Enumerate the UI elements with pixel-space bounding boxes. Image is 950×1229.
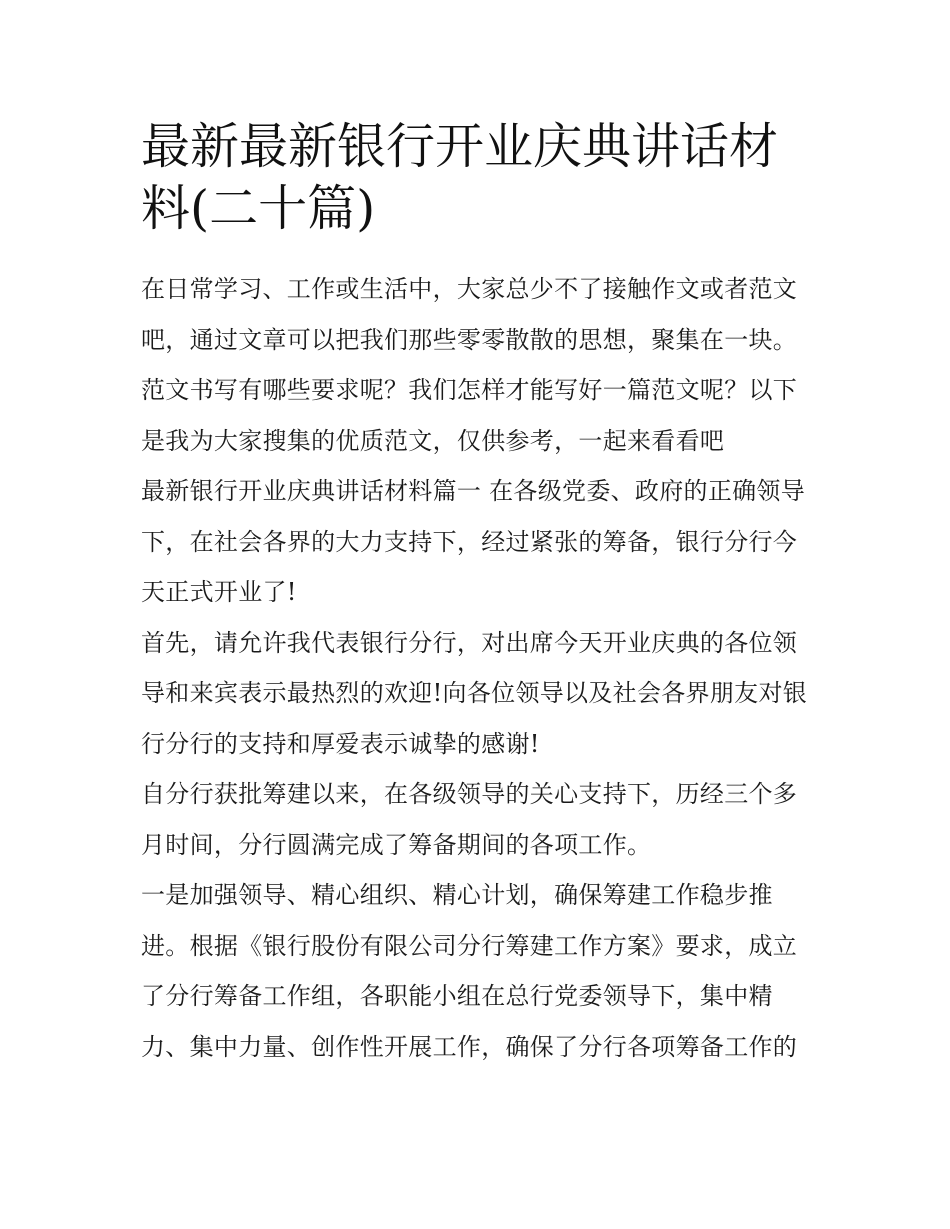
document-body: [141, 264, 812, 1072]
paragraph-intro: 在日常学习、工作或生活中，大家总少不了接触作文或者范文吧，通过文章可以把我们那些零零散散的思想，聚集在一块。范文书写有哪些要求呢？我们怎样才能写好一篇范文呢？以下是我为大家搜集的优质范文，仅供参考，一起来看看吧: [141, 275, 798, 455]
paragraph-welcome: 首先，请允许我代表银行分行，对出席今天开业庆典的各位领导和来宾表示最热烈的欢迎!向各位领导以及社会各界朋友对银行分行的支持和厚爱表示诚挚的感谢!: [141, 628, 808, 758]
paragraph-preparation: 自分行获批筹建以来，在各级领导的关心支持下，历经三个多月时间，分行圆满完成了筹备期间的各项工作。: [141, 780, 798, 859]
paragraph-opening: 最新银行开业庆典讲话材料篇一 在各级党委、政府的正确领导下，在社会各界的大力支持下，经过紧张的筹备，银行分行今天正式开业了!: [141, 477, 806, 606]
document-title: 最新最新银行开业庆典讲话材料(二十篇): [141, 118, 779, 237]
paragraph-point-one: 一是加强领导、精心组织、精心计划，确保筹建工作稳步推进。根据《银行股份有限公司分行筹建工作方案》要求，成立了分行筹备工作组，各职能小组在总行党委领导下，集中精力、集中力量、创作性开展工作，确保了分行各项筹备工作的: [141, 881, 798, 1061]
